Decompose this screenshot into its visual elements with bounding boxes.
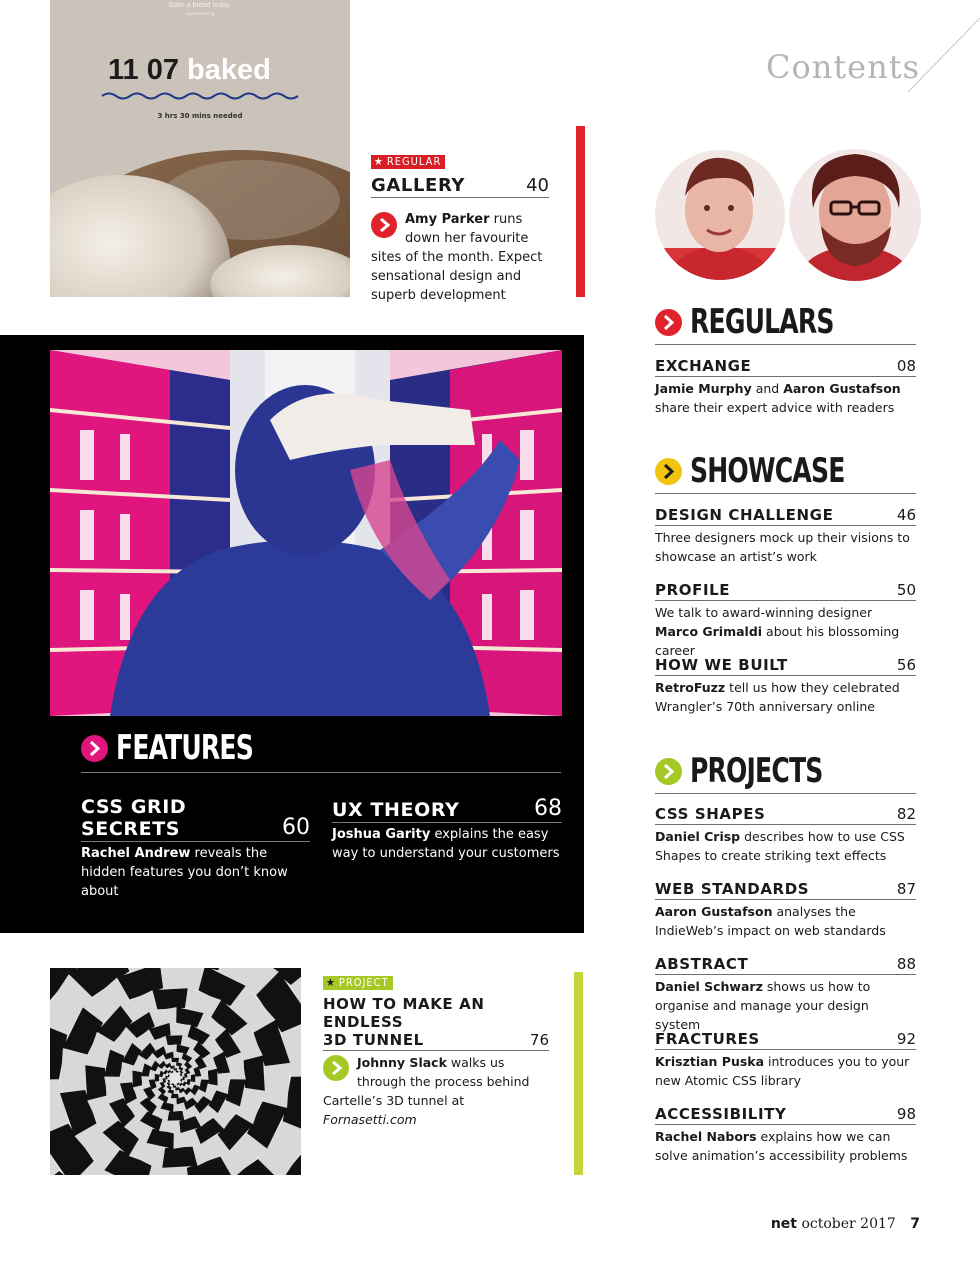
entry-author: Marco Grimaldi — [655, 624, 763, 639]
bread-title — [108, 54, 271, 87]
entry-heading — [332, 796, 562, 823]
features-illustration — [50, 350, 562, 716]
chevron-right-icon — [655, 758, 682, 785]
tunnel-tile — [182, 1077, 184, 1081]
projects-title: PROJECTS — [690, 751, 823, 791]
toc-entry[interactable] — [655, 1030, 916, 1090]
server-room-illustration — [50, 350, 562, 716]
page-footer — [760, 1216, 920, 1232]
entry-description: Three designers mock up their visions to showcase an artist’s work — [655, 530, 910, 564]
entry-author: Daniel Schwarz — [655, 979, 763, 994]
toc-entry[interactable] — [655, 805, 916, 865]
tunnel-tile — [167, 1111, 184, 1121]
entry-heading — [655, 357, 916, 377]
showcase-rule — [655, 493, 916, 494]
gallery-entry[interactable] — [371, 150, 549, 305]
red-accent-bar — [576, 126, 585, 297]
entry-description — [332, 825, 562, 863]
tunnel-tile — [216, 1073, 230, 1094]
page-number: 7 — [910, 1216, 920, 1232]
entry-page: 50 — [896, 581, 916, 599]
toc-entry[interactable] — [655, 1105, 916, 1165]
entry-title: CSS SHAPES — [655, 805, 766, 823]
entry-page: 68 — [534, 796, 562, 821]
green-accent-bar — [574, 972, 583, 1175]
corner-decoration — [900, 0, 980, 100]
entry-title: ABSTRACT — [655, 955, 749, 973]
project-tag-label: PROJECT — [338, 976, 389, 989]
bread-tagline: Bake a bread today. — [168, 2, 232, 9]
entry-desc-text: explains the easy way to understand your customers — [332, 827, 560, 861]
entry-desc-text: We talk to award-winning designer — [655, 605, 873, 620]
regulars-heading — [655, 302, 916, 342]
toc-entry[interactable] — [655, 357, 916, 417]
tunnel-tile — [173, 1085, 177, 1087]
tunnel-desc-text: walks us through the process behind Cartelle’s 3D tunnel at — [323, 1055, 530, 1108]
entry-description — [655, 678, 916, 716]
toc-entry[interactable] — [655, 955, 916, 1034]
regulars-title: REGULARS — [690, 302, 834, 342]
showcase-section — [655, 451, 916, 494]
tunnel-tile — [181, 1076, 183, 1079]
tunnel-tile — [60, 1048, 87, 1093]
bread-title-dark: 11 07 — [108, 54, 179, 86]
footer-issue: october 2017 — [801, 1216, 896, 1232]
tunnel-description — [323, 1053, 549, 1129]
tunnel-tile — [160, 968, 205, 990]
entry-desc-text: tell us how they celebrated Wrangler’s 70th anniversary online — [655, 680, 900, 714]
showcase-title: SHOWCASE — [690, 451, 845, 491]
entry-author: Rachel Andrew — [81, 846, 191, 861]
tunnel-tile — [85, 1065, 106, 1100]
tunnel-tile — [159, 1119, 180, 1133]
showcase-heading — [655, 451, 916, 491]
page-title: Contents — [765, 48, 920, 86]
entry-desc-text: about his blossoming career — [655, 624, 900, 658]
entry-page: 98 — [896, 1105, 916, 1123]
entry-desc-text: explains how we can solve animation’s accessibility problems — [655, 1129, 908, 1163]
tunnel-tile — [162, 1147, 197, 1168]
tunnel-tile — [174, 1068, 178, 1070]
bread-subtitle: 3 hrs 30 mins needed — [157, 112, 243, 120]
entry-author: Aaron Gustafson — [783, 381, 901, 396]
entry-heading — [655, 656, 916, 676]
gallery-page: 40 — [526, 175, 549, 196]
entry-description — [655, 1052, 916, 1090]
bread-photo — [50, 0, 350, 297]
entry-page: 56 — [896, 656, 916, 674]
projects-heading — [655, 751, 916, 791]
tunnel-tile — [244, 1055, 265, 1090]
entry-description — [81, 844, 310, 901]
entry-page: 60 — [282, 815, 310, 840]
projects-rule — [655, 793, 916, 794]
entry-desc-text: introduces you to your new Atomic CSS library — [655, 1054, 910, 1088]
tunnel-entry[interactable] — [323, 971, 549, 1129]
features-rule — [81, 772, 561, 773]
regular-tag — [371, 155, 445, 169]
regulars-rule — [655, 344, 916, 345]
tunnel-title-line1: HOW TO MAKE AN ENDLESS — [323, 995, 485, 1031]
tunnel-tile — [191, 1074, 196, 1082]
entry-heading — [655, 955, 916, 975]
entry-title: FRACTURES — [655, 1030, 760, 1048]
tunnel-tile — [174, 1090, 180, 1094]
toc-entry[interactable] — [655, 506, 916, 566]
entry-title: ACCESSIBILITY — [655, 1105, 787, 1123]
tunnel-tile — [165, 1076, 167, 1080]
tunnel-tile — [171, 1058, 179, 1063]
entry-desc-text: and — [751, 381, 784, 396]
gallery-title: GALLERY — [371, 175, 466, 196]
footer-brand: net — [770, 1216, 797, 1232]
tunnel-tile — [167, 1077, 169, 1080]
entry-author: Daniel Crisp — [655, 829, 741, 844]
regulars-section — [655, 302, 916, 345]
tunnel-page: 76 — [529, 1031, 549, 1049]
projects-section — [655, 751, 916, 794]
entry-author: RetroFuzz — [655, 680, 726, 695]
entry-page: 92 — [896, 1030, 916, 1048]
entry-desc-text: describes how to use CSS Shapes to create striking text effects — [655, 829, 905, 863]
regular-tag-label: REGULAR — [386, 155, 442, 168]
gallery-author: Amy Parker — [405, 212, 490, 227]
tunnel-image — [50, 968, 301, 1175]
tunnel-tile — [173, 1070, 176, 1072]
tunnel-tile — [159, 1077, 163, 1083]
tunnel-tile — [170, 1023, 191, 1037]
entry-desc-text: analyses the IndieWeb’s impact on web standards — [655, 904, 886, 938]
entry-heading — [655, 1030, 916, 1050]
tunnel-tile — [187, 1073, 191, 1079]
toc-entry[interactable] — [655, 656, 916, 716]
entry-description — [655, 827, 916, 865]
entry-title: PROFILE — [655, 581, 731, 599]
tunnel-tile — [170, 1062, 176, 1066]
tunnel-title-line2: 3D TUNNEL — [323, 1031, 424, 1049]
entry-author: Krisztian Puska — [655, 1054, 765, 1069]
entry-heading — [655, 805, 916, 825]
tunnel-site: Fornasetti.com — [323, 1112, 417, 1127]
tunnel-author: Johnny Slack — [357, 1055, 447, 1070]
entry-heading — [655, 506, 916, 526]
entry-description — [655, 1127, 916, 1165]
entry-author: Jamie Murphy — [655, 381, 752, 396]
features-title: FEATURES — [116, 728, 253, 768]
entry-description — [655, 902, 916, 940]
tunnel-tile — [155, 1074, 160, 1082]
toc-entry[interactable] — [655, 880, 916, 940]
tunnel-tile — [171, 1094, 179, 1099]
chevron-right-icon — [81, 735, 108, 762]
gallery-description — [371, 210, 549, 305]
entry-desc-text: reveals the hidden features you don’t know about — [81, 846, 288, 899]
project-tag — [323, 976, 393, 990]
tunnel-tile — [120, 1062, 134, 1083]
entry-page: 82 — [896, 805, 916, 823]
star-icon: ★ — [326, 976, 336, 989]
entry-title: UX THEORY — [332, 799, 460, 821]
entry-page: 87 — [896, 880, 916, 898]
chevron-right-icon — [371, 212, 397, 238]
gallery-desc-text: runs down her favourite sites of the month. Expect sensational design and superb development — [371, 212, 543, 303]
entry-desc-text: share their expert advice with readers — [655, 400, 895, 415]
bread-title-light: baked — [187, 54, 271, 86]
chevron-right-icon — [655, 309, 682, 336]
tunnel-heading — [323, 1031, 549, 1051]
entry-description — [655, 379, 916, 417]
checker-tunnel-art — [50, 968, 301, 1175]
toc-entry[interactable] — [81, 796, 310, 901]
star-icon: ★ — [374, 155, 384, 168]
entry-heading — [655, 880, 916, 900]
entry-title: EXCHANGE — [655, 357, 752, 375]
tunnel-tile — [263, 1063, 290, 1108]
toc-entry[interactable] — [655, 581, 916, 660]
gallery-image — [50, 0, 350, 297]
chevron-right-icon — [323, 1055, 349, 1081]
entry-author: Aaron Gustafson — [655, 904, 773, 919]
entry-description — [655, 977, 916, 1034]
entry-heading — [655, 1105, 916, 1125]
entry-desc-text: shows us how to organise and manage your design system — [655, 979, 871, 1032]
entry-page: 08 — [896, 357, 916, 375]
tunnel-tile — [208, 1069, 218, 1086]
entry-title: DESIGN CHALLENGE — [655, 506, 834, 524]
toc-entry[interactable] — [332, 796, 562, 863]
entry-title: CSS GRID SECRETS — [81, 796, 187, 840]
entry-author: Rachel Nabors — [655, 1129, 757, 1144]
entry-heading — [655, 581, 916, 601]
tunnel-tile — [132, 1070, 142, 1087]
tunnel-tile — [152, 988, 187, 1009]
entry-description — [655, 603, 916, 660]
entry-heading — [81, 796, 310, 842]
entry-page: 88 — [896, 955, 916, 973]
tunnel-tile — [166, 1035, 183, 1045]
entry-author: Joshua Garity — [332, 827, 431, 842]
features-heading — [81, 728, 283, 768]
chevron-right-icon — [655, 458, 682, 485]
contributor-portraits — [655, 148, 925, 283]
entry-page: 46 — [896, 506, 916, 524]
gallery-heading — [371, 175, 549, 198]
entry-title: WEB STANDARDS — [655, 880, 810, 898]
bread-smalltext: sevenmorning — [185, 11, 215, 16]
entry-title: HOW WE BUILT — [655, 656, 788, 674]
tunnel-tile — [174, 1084, 177, 1086]
